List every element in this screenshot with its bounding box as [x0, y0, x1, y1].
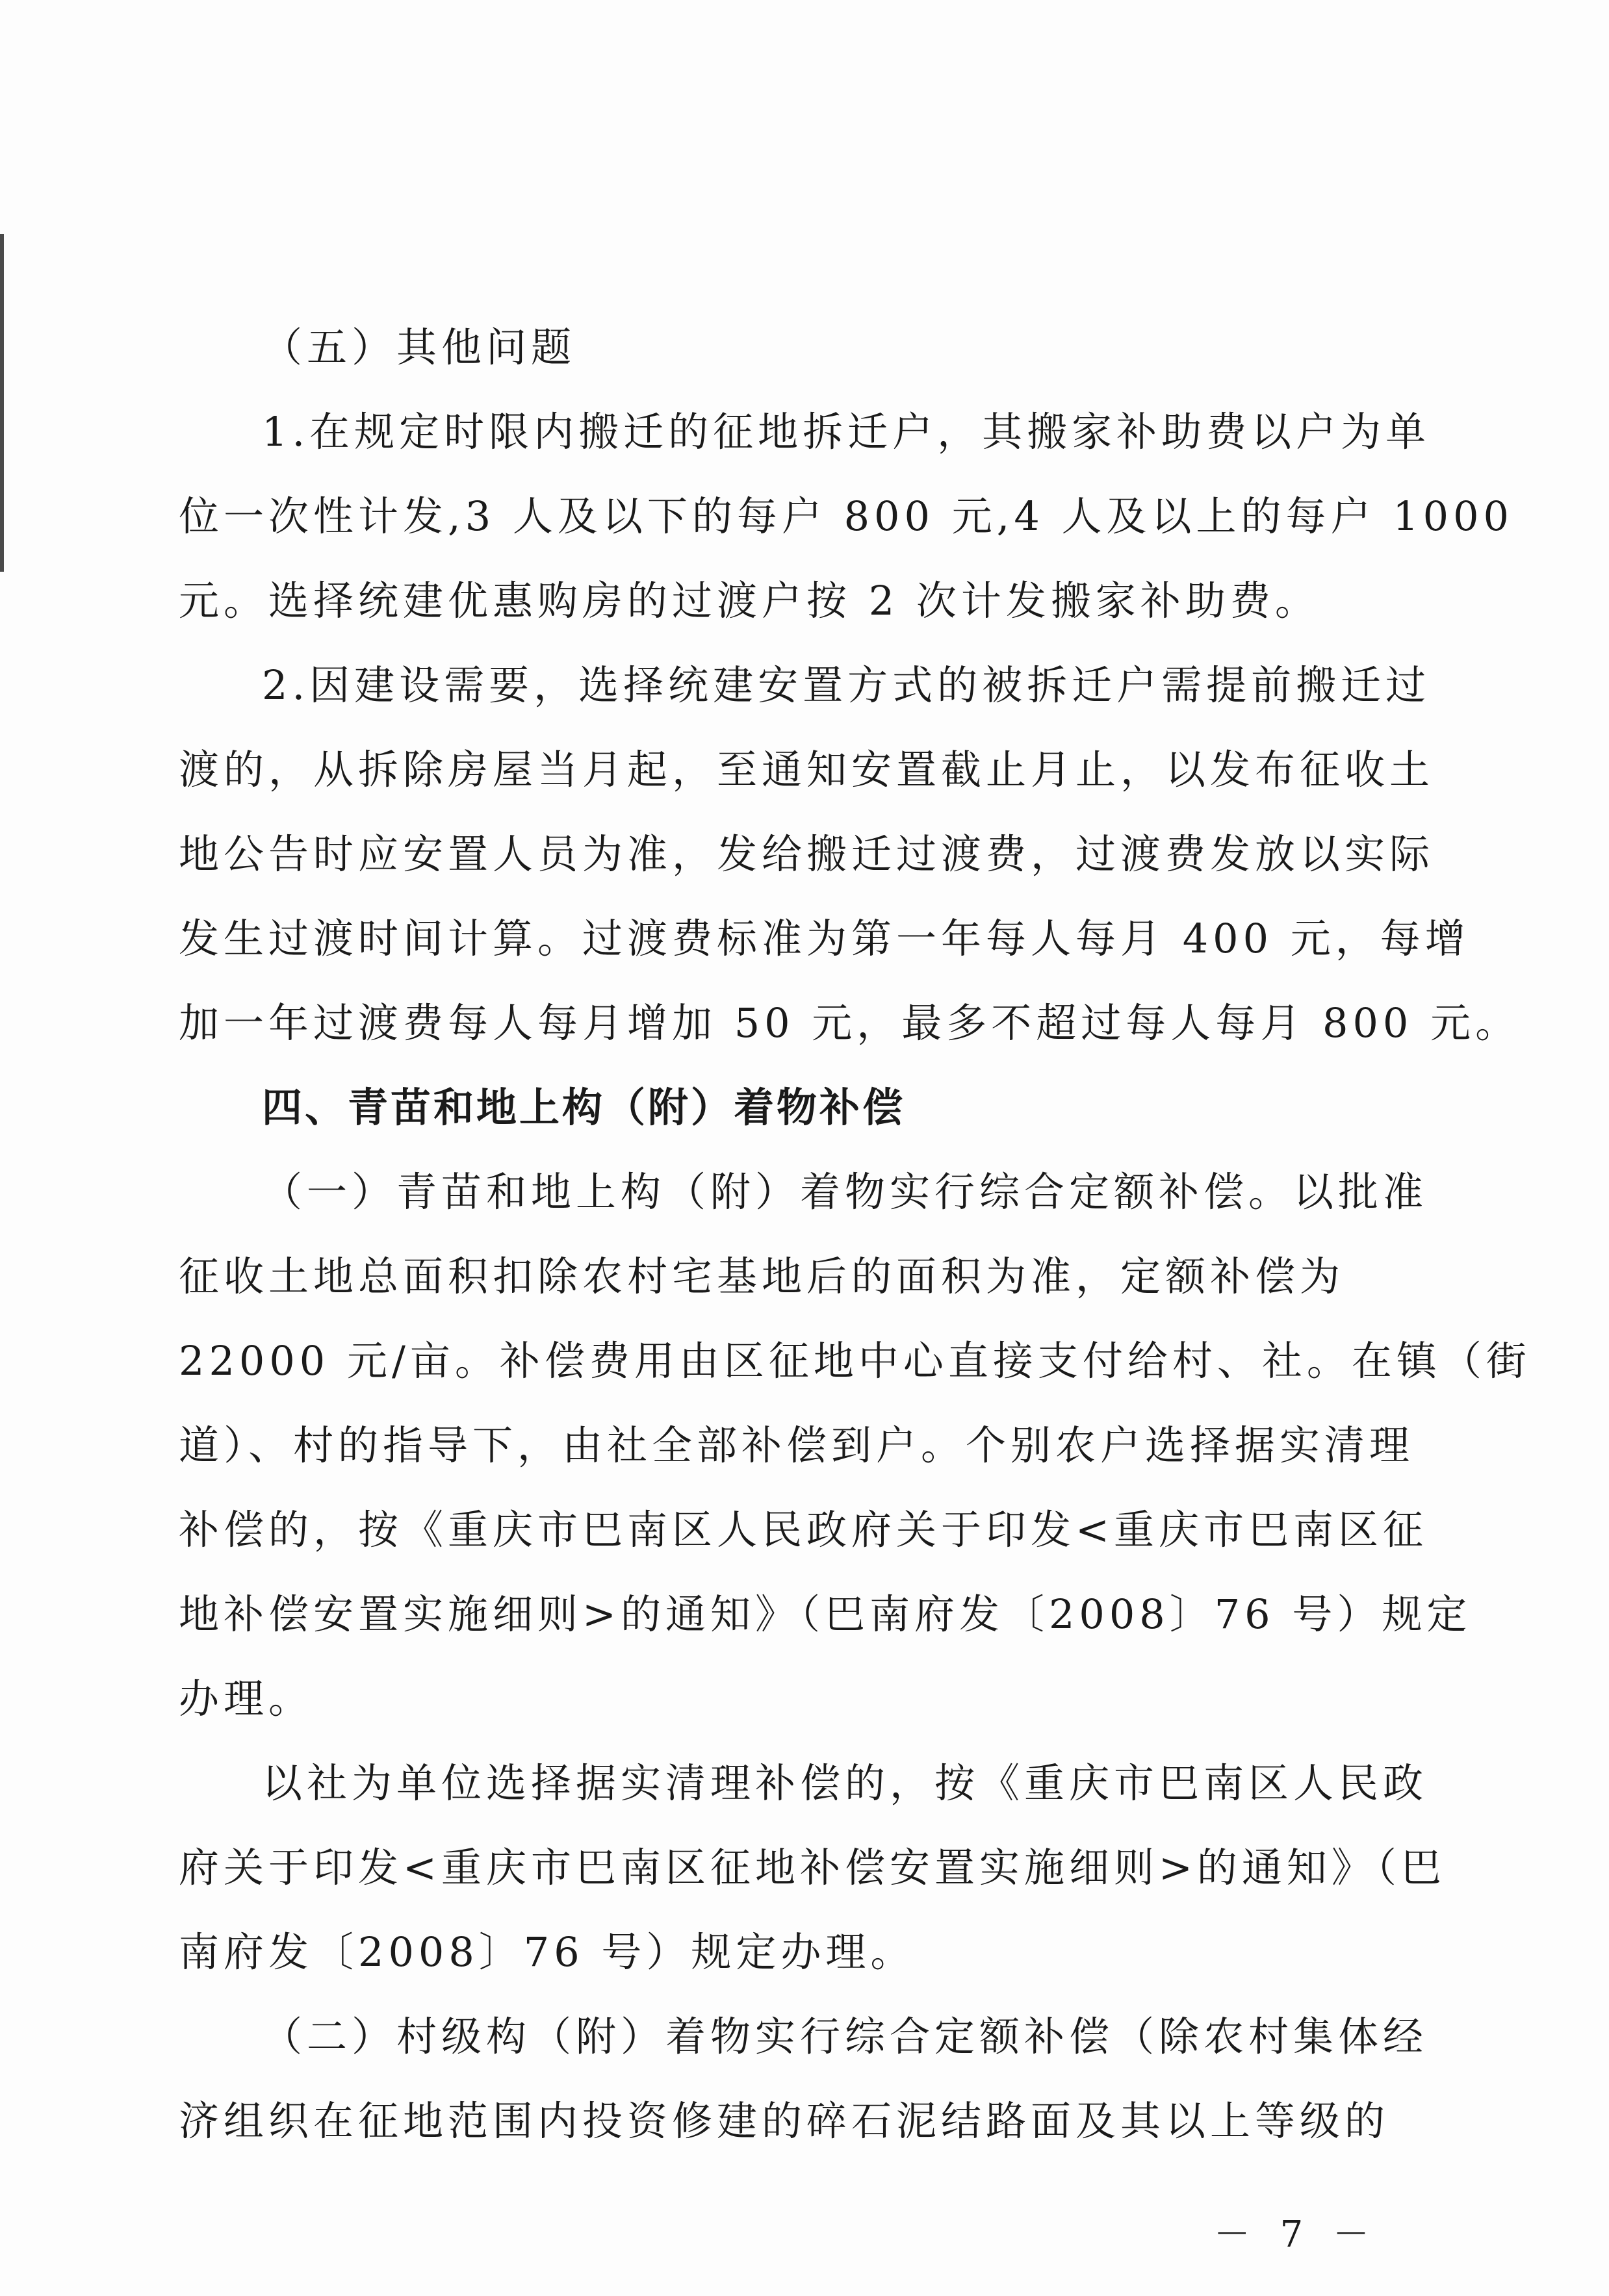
paragraph-line: 22000 元/亩。补偿费用由区征地中心直接支付给村、社。在镇（街 — [179, 1337, 1531, 1384]
paragraph-line: 位一次性计发,3 人及以下的每户 800 元,4 人及以上的每户 1000 — [179, 492, 1513, 540]
section-heading-crops-compensation: 四、青苗和地上构（附）着物补偿 — [262, 1084, 906, 1131]
paragraph-line: 元。选择统建优惠购房的过渡户按 2 次计发搬家补助费。 — [179, 577, 1320, 624]
paragraph-line: 以社为单位选择据实清理补偿的，按《重庆市巴南区人民政 — [262, 1759, 1428, 1807]
paragraph-line: 济组织在征地范围内投资修建的碎石泥结路面及其以上等级的 — [179, 2097, 1390, 2145]
paragraph-line: 加一年过渡费每人每月增加 50 元，最多不超过每人每月 800 元。 — [179, 999, 1521, 1047]
page-number: － 7 － — [1213, 2213, 1378, 2256]
paragraph-line: 发生过渡时间计算。过渡费标准为第一年每人每月 400 元，每增 — [179, 915, 1470, 962]
paragraph-line: （二）村级构（附）着物实行综合定额补偿（除农村集体经 — [262, 2013, 1428, 2060]
paragraph-line: 府关于印发<重庆市巴南区征地补偿安置实施细则>的通知》（巴 — [179, 1844, 1446, 1891]
scan-binding-edge — [0, 234, 4, 572]
paragraph-line: 补偿的，按《重庆市巴南区人民政府关于印发<重庆市巴南区征 — [179, 1506, 1428, 1553]
paragraph-line: 道）、村的指导下，由社全部补偿到户。个别农户选择据实清理 — [179, 1422, 1415, 1469]
paragraph-line: 1.在规定时限内搬迁的征地拆迁户，其搬家补助费以户为单 — [262, 408, 1431, 455]
document-body — [179, 305, 1531, 2163]
paragraph-line: （一）青苗和地上构（附）着物实行综合定额补偿。以批准 — [262, 1168, 1428, 1216]
section-heading-other-issues: （五）其他问题 — [262, 324, 576, 371]
paragraph-line: 2.因建设需要，选择统建安置方式的被拆迁户需提前搬迁过 — [262, 661, 1431, 709]
paragraph-line: 办理。 — [179, 1675, 314, 1722]
paragraph-line: 地补偿安置实施细则>的通知》（巴南府发〔2008〕76 号）规定 — [179, 1590, 1472, 1638]
paragraph-line: 地公告时应安置人员为准，发给搬迁过渡费，过渡费发放以实际 — [179, 830, 1435, 878]
paragraph-line: 征收土地总面积扣除农村宅基地后的面积为准，定额补偿为 — [179, 1253, 1345, 1300]
paragraph-line: 渡的，从拆除房屋当月起，至通知安置截止月止，以发布征收土 — [179, 746, 1435, 793]
paragraph-line: 南府发〔2008〕76 号）规定办理。 — [179, 1928, 916, 1976]
